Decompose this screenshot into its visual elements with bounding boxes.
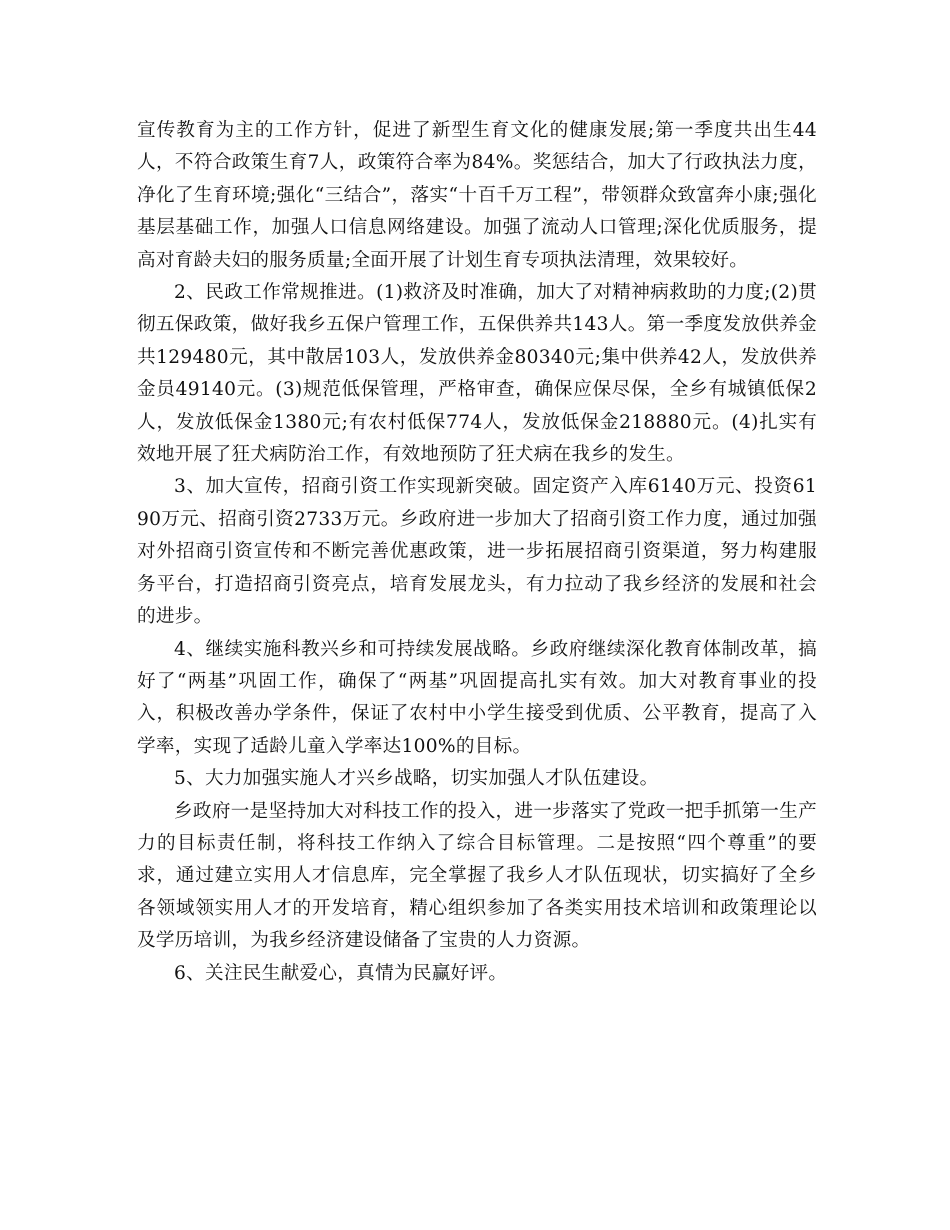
paragraph-investment-promotion: 3、加大宣传，招商引资工作实现新突破。固定资产入库6140万元、投资6190万元、招商引资2733万元。乡政府进一步加大了招商引资工作力度，通过加强对外招商引资宣传和不断完善优惠政策，进一步拓展招商引资渠道，努力构建服务平台，打造招商引资亮点，培育发展龙头，有力拉动了我乡经济的发展和社会的进步。 [137,476,817,628]
document-page [137,115,817,990]
paragraph-education-strategy: 4、继续实施科教兴乡和可持续发展战略。乡政府继续深化教育体制改革，搞好了“两基”巩固工作，确保了“两基”巩固提高扎实有效。加大对教育事业的投入，积极改善办学条件，保证了农村中小学生接受到优质、公平教育，提高了入学率，实现了适龄儿童入学率达100%的目标。 [137,638,817,757]
paragraph-civil-affairs: 2、民政工作常规推进。(1)救济及时准确，加大了对精神病救助的力度;(2)贯彻五保政策，做好我乡五保户管理工作，五保供养共143人。第一季度发放供养金共129480元，其中散居103人，发放供养金80340元;集中供养42人，发放供养金员49140元。(3)规范低保管理，严格审查，确保应保尽保，全乡有城镇低保2人，发放低保金1380元;有农村低保774人，发放低保金218880元。(4)扎实有效地开展了狂犬病防治工作，有效地预防了狂犬病在我乡的发生。 [137,282,817,466]
paragraph-family-planning-continued: 宣传教育为主的工作方针，促进了新型生育文化的健康发展;第一季度共出生44人，不符合政策生育7人，政策符合率为84%。奖惩结合，加大了行政执法力度，净化了生育环境;强化“三结合”，落实“十百千万工程”，带领群众致富奔小康;强化基层基础工作，加强人口信息网络建设。加强了流动人口管理;深化优质服务，提高对育龄夫妇的服务质量;全面开展了计划生育专项执法清理，效果较好。 [137,120,817,271]
paragraph-talent-strategy-heading: 5、大力加强实施人才兴乡战略，切实加强人才队伍建设。 [174,768,659,790]
paragraph-talent-strategy-detail: 乡政府一是坚持加大对科技工作的投入，进一步落实了党政一把手抓第一生产力的目标责任制，将科技工作纳入了综合目标管理。二是按照“四个尊重”的要求，通过建立实用人才信息库，完全掌握了我乡人才队伍现状，切实搞好了全乡各领域领实用人才的开发培育，精心组织参加了各类实用技术培训和政策理论以及学历培训，为我乡经济建设储备了宝贵的人力资源。 [137,800,817,952]
paragraph-livelihood-heading: 6、关注民生献爱心，真情为民赢好评。 [174,962,508,984]
